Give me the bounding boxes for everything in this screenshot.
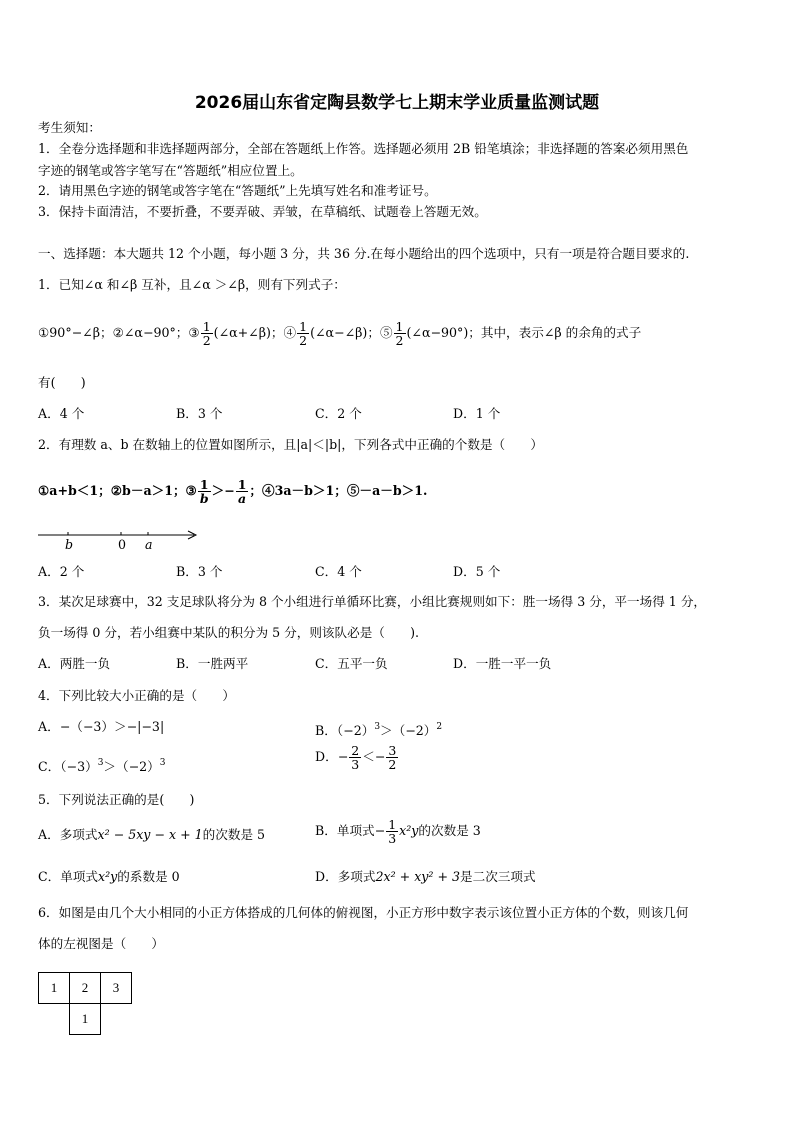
q5-stem: 5．下列说法正确的是( ) [38,792,195,807]
q2-option-a[interactable]: A．2 个 [38,564,85,579]
q4-fraction-2-3: $\frac{2}{3}$ [351,743,360,772]
q5-option-b[interactable]: B．单项式− $\frac{1}{3}$ x²y的次数是 3 [315,817,481,846]
q6-line-2: 体的左视图是（ ） [38,936,164,951]
q1-expr-part4: (∠α−90°)；其中，表示∠β 的余角的式子 [406,325,642,340]
q2-fraction-1-over-b: $\frac{1}{b}$ [199,477,209,506]
q1-expr-part1: ①90°−∠β；②∠α−90°；③ [38,325,200,340]
q1-half-fraction-3: $\frac{1}{2}$ [395,319,404,348]
q5-option-c[interactable]: C．单项式x²y的系数是 0 [38,869,180,884]
q3-line-1: 3．某次足球赛中，32 支足球队将分为 8 个小组进行单循环比赛，小组比赛规则如下：胜一场得 3 分，平一场得 1 分， [38,594,707,609]
notice-line-2: 2．请用黑色字迹的钢笔或答字笔在“答题纸”上先填写姓名和准考证号。 [38,183,437,198]
q2-option-b[interactable]: B．3 个 [176,564,223,579]
q5-fraction-1-3: $\frac{1}{3}$ [388,817,397,846]
q6-grid-cell: 3 [101,973,132,1004]
q1-option-d[interactable]: D．1 个 [453,406,501,421]
q2-axis-label-0: 0 [118,537,127,552]
q4-option-c[interactable]: C．$(-3)^3>(-2)^3$ [38,758,166,774]
q2-expressions: ①a+b＜1；②b－a＞1；③ $\frac{1}{b}$ ＞− $\frac{1}{a}$ ；④3a－b＞1；⑤－a－b＞1. [38,477,428,506]
q6-line-1: 6．如图是由几个大小相同的小正方体搭成的几何体的俯视图，小正方形中数字表示该位置小正方体的个数，则该几何 [38,905,689,920]
q6-grid-row-2 [39,1004,132,1035]
q2-option-c[interactable]: C．4 个 [315,564,362,579]
q2-fraction-1-over-a: $\frac{1}{a}$ [237,477,247,506]
q3-option-a[interactable]: A．两胜一负 [38,656,111,671]
page-title: 2026届山东省定陶县数学七上期末学业质量监测试题 [194,93,600,113]
q6-grid-row-1 [39,973,132,1004]
q1-expr-part2: (∠α+∠β)；④ [213,325,297,340]
q4-option-d[interactable]: D．− $\frac{2}{3}$ ＜− $\frac{3}{2}$ [315,743,397,772]
q2-option-d[interactable]: D．5 个 [453,564,501,579]
q1-tail: 有( ) [38,375,86,390]
q4-option-b[interactable]: B．$(-2)^3>(-2)^2$ [315,722,443,738]
q1-stem: 1．已知∠α 和∠β 互补，且∠α ＞∠β，则有下列式子： [38,277,346,292]
section-heading: 一、选择题：本大题共 12 个小题，每小题 3 分，共 36 分.在每小题给出的四个选项中，只有一项是符合题目要求的. [38,246,690,261]
q1-half-fraction-1: $\frac{1}{2}$ [202,319,211,348]
q6-top-view-grid [38,972,132,1035]
q3-option-d[interactable]: D．一胜一平一负 [453,656,552,671]
q3-option-b[interactable]: B．一胜两平 [176,656,249,671]
notice-line-1b: 字迹的钢笔或答字笔写在“答题纸”相应位置上。 [38,163,303,178]
q6-grid-cell-empty [101,1004,132,1035]
q6-grid-cell: 1 [70,1004,101,1035]
q5-option-a[interactable]: A．多项式x² − 5xy − x + 1的次数是 5 [38,827,266,842]
q5-option-d[interactable]: D．多项式2x² + xy² + 3是二次三项式 [315,869,536,884]
notice-line-1a: 1．全卷分选择题和非选择题两部分，全部在答题纸上作答。选择题必须用 2B 铅笔填涂；非选择题的答案必须用黑色 [38,141,689,156]
q2-axis-label-a: a [145,537,153,552]
q4-option-a[interactable]: A．−（−3）＞−|−3| [38,719,165,734]
q1-half-fraction-2: $\frac{1}{2}$ [299,319,308,348]
q1-option-b[interactable]: B．3 个 [176,406,223,421]
q6-grid-cell-empty [39,1004,70,1035]
q1-option-a[interactable]: A．4 个 [38,406,85,421]
q1-option-c[interactable]: C．2 个 [315,406,362,421]
q2-axis-label-b: b [65,537,74,552]
q6-grid-cell: 2 [70,973,101,1004]
q1-expr-part3: (∠α−∠β)；⑤ [310,325,393,340]
q3-line-2: 负一场得 0 分，若小组赛中某队的积分为 5 分，则该队必是（ ). [38,625,419,640]
q3-option-c[interactable]: C．五平一负 [315,656,388,671]
notice-line-3: 3．保持卡面清洁，不要折叠，不要弄破、弄皱，在草稿纸、试题卷上答题无效。 [38,204,487,219]
q4-fraction-3-2: $\frac{3}{2}$ [388,743,397,772]
notice-heading: 考生须知： [38,120,101,135]
q2-stem: 2．有理数 a、b 在数轴上的位置如图所示，且|a|＜|b|，下列各式中正确的个数是（ ） [38,437,543,452]
q6-grid-cell: 1 [39,973,70,1004]
q4-stem: 4．下列比较大小正确的是（ ） [38,688,235,703]
q1-expressions [38,320,641,347]
